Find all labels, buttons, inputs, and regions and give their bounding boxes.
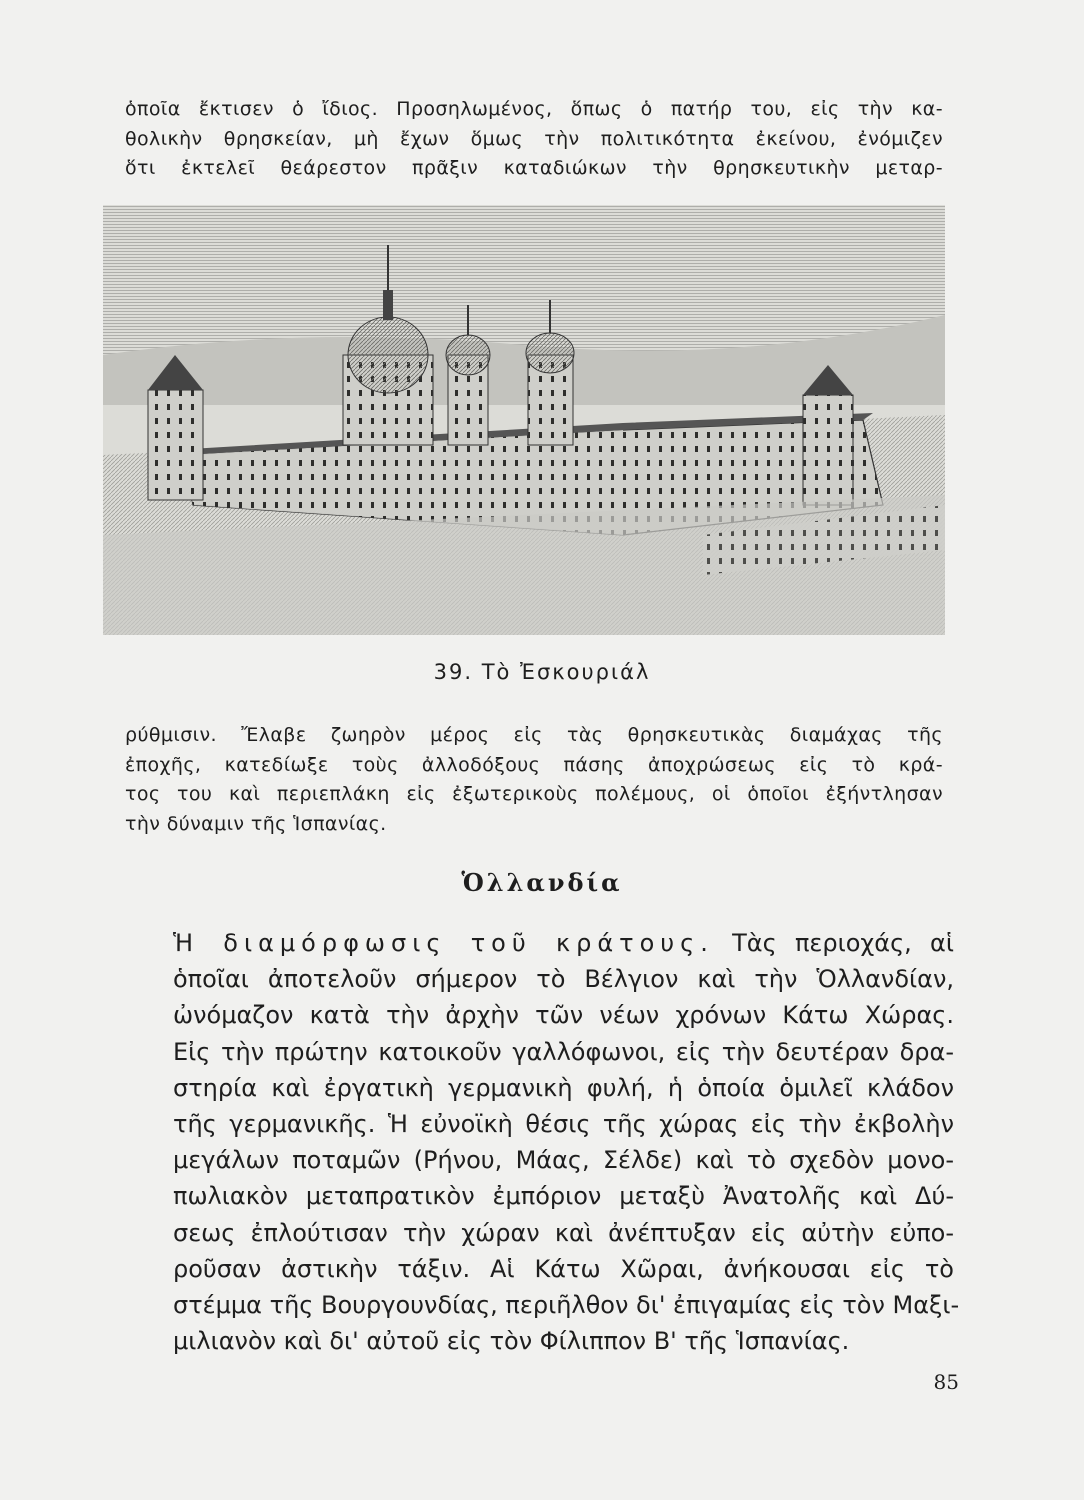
text-line: θολικὴν θρησκείαν, μὴ ἔχων ὅμως τὴν πολιτικότητα ἐκείνου, ἐνόμιζεν [125, 127, 943, 150]
main-paragraph [173, 925, 960, 1359]
text-line: στηρία καὶ ἐργατικὴ γερμανικὴ φυλή, ἡ ὁποία ὁμιλεῖ κλάδον [173, 1073, 954, 1102]
page-number: 85 [933, 1370, 959, 1394]
escorial-engraving [103, 205, 945, 635]
text-line: ροῦσαν ἀστικὴν τάξιν. Αἱ Κάτω Χῶραι, ἀνήκουσαι εἰς τὸ [173, 1254, 954, 1283]
text-line: τὴν δύναμιν τῆς Ἱσπανίας. [125, 812, 387, 835]
text-line [173, 925, 954, 961]
text-line: σεως ἐπλούτισαν τὴν χώραν καὶ ἀνέπτυξαν εἰς αὐτὴν εὐπο- [173, 1218, 954, 1247]
text-line: μιλιανὸν καὶ δι' αὐτοῦ εἰς τὸν Φίλιππον Β' τῆς Ἱσπανίας. [173, 1327, 850, 1356]
text-line: ὁποῖαι ἀποτελοῦν σήμερον τὸ Βέλγιον καὶ τὴν Ὁλλανδίαν, [173, 965, 954, 994]
text-line: τῆς γερμανικῆς. Ἡ εὐνοϊκὴ θέσις τῆς χώρας εἰς τὴν ἐκβολὴν [173, 1110, 954, 1139]
text-line: τος του καὶ περιεπλάκη εἰς ἐξωτερικοὺς πολέμους, οἱ ὁποῖοι ἐξήντλησαν [125, 783, 943, 805]
text-line: ρύθμισιν. Ἔλαβε ζωηρὸν μέρος εἰς τὰς θρησκευτικὰς διαμάχας τῆς [125, 724, 943, 746]
spaced-subheading: Ἡ διαμόρφωσις τοῦ κράτους. [173, 929, 714, 957]
text-line: ὠνόμαζον κατὰ τὴν ἀρχὴν τῶν νέων χρόνων Κάτω Χώρας. [173, 1001, 954, 1030]
text-line: μεγάλων ποταμῶν (Ρήνου, Μάας, Σέλδε) καὶ τὸ σχεδὸν μονο- [173, 1146, 954, 1175]
section-heading: Ὁλλανδία [461, 868, 623, 897]
text-line: ὅτι ἐκτελεῖ θεάρεστον πρᾶξιν καταδιώκων τὴν θρησκευτικὴν μεταρ- [125, 157, 943, 179]
text-line: ἐποχῆς, κατεδίωξε τοὺς ἀλλοδόξους πάσης ἀποχρώσεως εἰς τὸ κρά- [125, 753, 943, 776]
text-line: Εἰς τὴν πρώτην κατοικοῦν γαλλόφωνοι, εἰς τὴν δευτέραν δρα- [173, 1037, 954, 1066]
text-line: πωλιακὸν μεταπρατικὸν ἐμπόριον μεταξὺ Ἀνατολῆς καὶ Δύ- [173, 1182, 954, 1211]
text-line: ὁποῖα ἔκτισεν ὁ ἴδιος. Προσηλωμένος, ὅπως ὁ πατήρ του, εἰς τὴν κα- [125, 98, 943, 120]
text-line: στέμμα τῆς Βουργουνδίας, περιῆλθον δι' ἐπιγαμίας εἰς τὸν Μαξι- [173, 1291, 960, 1320]
middle-paragraph [125, 721, 943, 839]
text-fragment: Τὰς περιοχάς, αἱ [732, 929, 954, 957]
figure-caption: 39. Τὸ Ἐσκουριάλ [433, 660, 651, 684]
top-paragraph [125, 95, 943, 184]
